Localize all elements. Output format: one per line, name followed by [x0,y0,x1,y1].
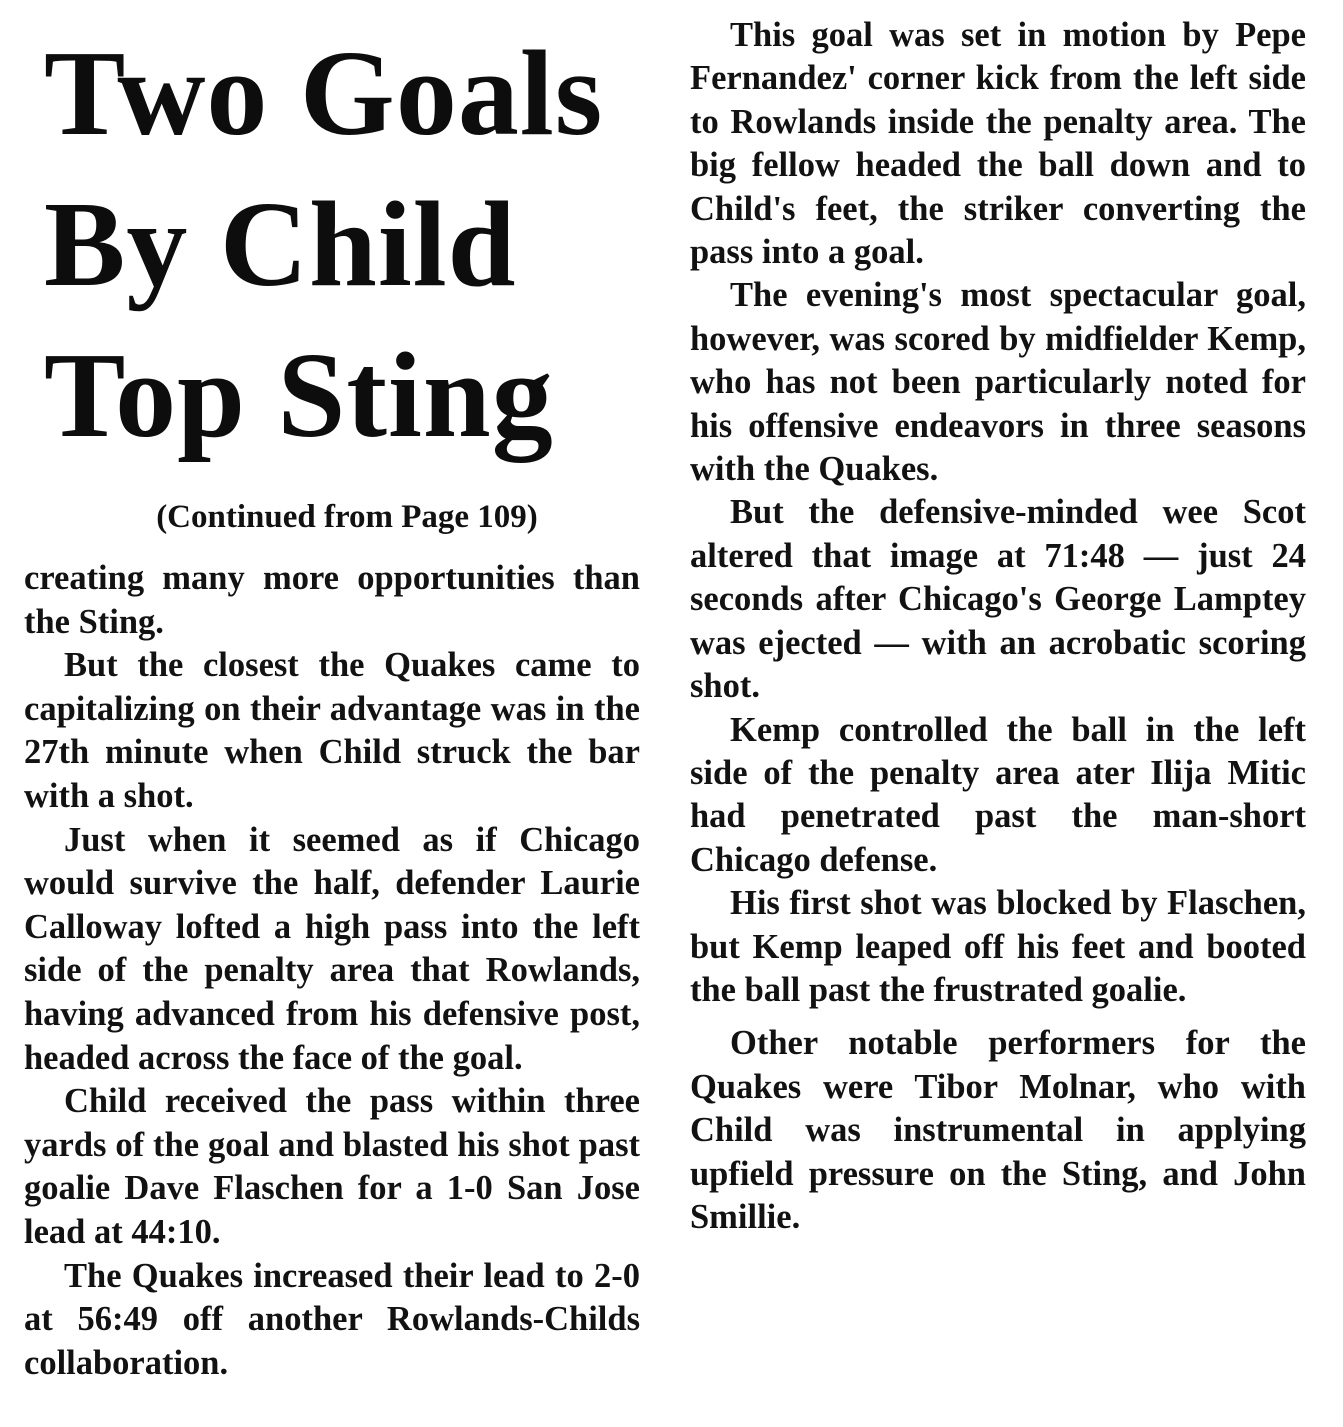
left-paragraph-2: But the closest the Quakes came to capitalizing on their advantage was in the 27th minute when Child struck the bar with a shot. [24,646,640,815]
left-paragraph-3: Just when it seemed as if Chicago would survive the half, defender Laurie Calloway lofted a high pass into the left side of the penalty area that Rowlands, having advanced from his defensive post, headed across the face of the goal. [24,820,640,1077]
right-paragraph-6: Other notable performers for the Quakes were Tibor Molnar, who with Child was instrumental in applying upfield pressure on the Sting, and John Smillie. [690,1024,1306,1236]
left-paragraph-5: The Quakes increased their lead to 2-0 at 56:49 off another Rowlands-Childs collaboration. [24,1256,640,1382]
right-paragraph-3: But the defensive-minded wee Scot altered that image at 71:48 — just 24 seconds after Chicago's George Lamptey was ejected — with an acrobatic scoring shot. [690,493,1306,706]
right-column [690,14,1306,1239]
left-paragraph-1: creating many more opportunities than the Sting. [24,559,640,641]
headline-line-2: By Child [44,177,517,312]
headline [44,18,640,471]
right-paragraph-1: This goal was set in motion by Pepe Fernandez' corner kick from the left side to Rowlands inside the penalty area. The big fellow headed the ball down and to Child's feet, the striker converting the pass into a goal. [690,16,1306,272]
right-paragraph-4: Kemp controlled the ball in the left side of the penalty area ater Ilija Mitic had penetrated past the man-short Chicago defense. [690,710,1306,879]
left-column [24,18,640,1385]
right-paragraph-5: His first shot was blocked by Flaschen, but Kemp leaped off his feet and booted the ball past the frustrated goalie. [690,884,1306,1009]
continued-note: (Continued from Page 109) [156,499,538,535]
left-paragraph-4: Child received the pass within three yards of the goal and blasted his shot past goalie Dave Flaschen for a 1-0 San Jose lead at 44:10. [24,1082,640,1251]
headline-line-1: Two Goals [44,26,604,161]
headline-line-3: Top Sting [44,328,554,463]
right-paragraph-2: The evening's most spectacular goal, however, was scored by midfielder Kemp, who has not been particularly noted for his offensive endeavors in three seasons with the Quakes. [690,276,1306,489]
